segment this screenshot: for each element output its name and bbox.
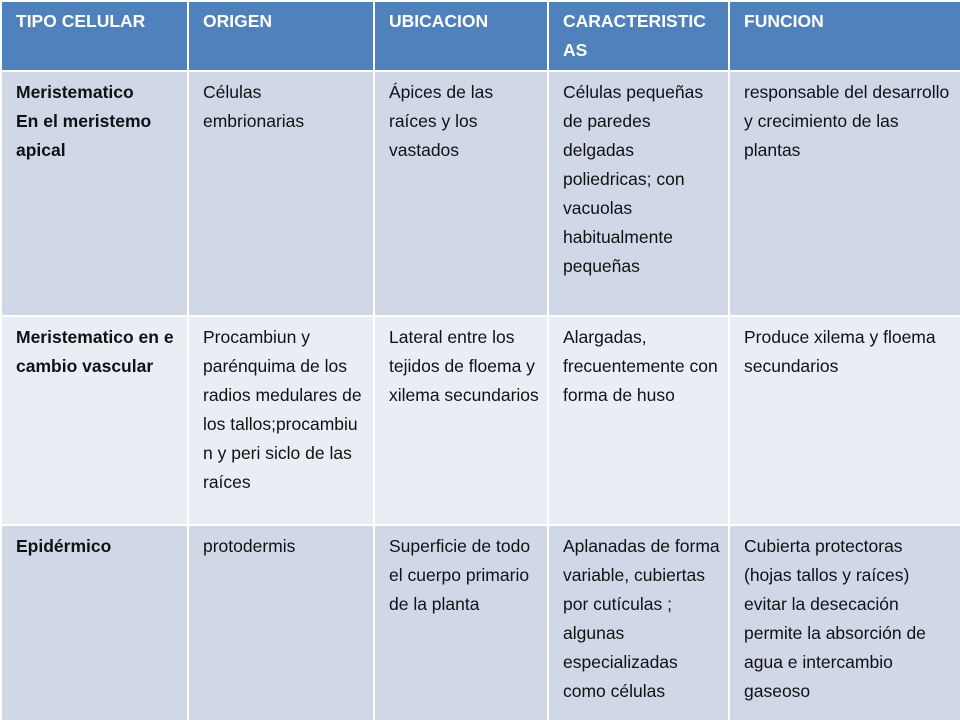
- cell-origen-text: Procambiun y parénquima de los radios medulares de los tallos;procambiu n y peri siclo de las raíces: [203, 327, 362, 492]
- cell-tipo: [1, 71, 188, 316]
- header-origen: ORIGEN: [188, 1, 374, 71]
- cell-origen: [188, 316, 374, 525]
- cell-caracteristicas-text: Aplanadas de forma variable, cubiertas por cutículas ; algunas especializadas como células: [563, 536, 720, 701]
- cell-tipo: [1, 525, 188, 720]
- cell-origen: [188, 71, 374, 316]
- table-row: [1, 71, 960, 316]
- cell-ubicacion: [374, 525, 548, 720]
- cell-caracteristicas-text: Alargadas, frecuentemente con forma de huso: [563, 327, 718, 405]
- cell-origen-text: protodermis: [203, 536, 296, 556]
- header-funcion: FUNCION: [729, 1, 960, 71]
- cell-origen: [188, 525, 374, 720]
- cell-caracteristicas: [548, 71, 729, 316]
- header-caracteristicas: CARACTERISTIC AS: [548, 1, 729, 71]
- cell-funcion: [729, 316, 960, 525]
- cell-funcion: [729, 71, 960, 316]
- cell-funcion-text: responsable del desarrollo y crecimiento de las plantas: [744, 82, 950, 160]
- cell-ubicacion-text: Lateral entre los tejidos de floema y xilema secundarios: [389, 327, 539, 405]
- cell-origen-text: Células embrionarias: [203, 82, 305, 131]
- cell-ubicacion-text: Superficie de todo el cuerpo primario de la planta: [389, 536, 531, 614]
- cell-caracteristicas: [548, 316, 729, 525]
- table-row: [1, 525, 960, 720]
- header-ubicacion: UBICACION: [374, 1, 548, 71]
- cell-caracteristicas: [548, 525, 729, 720]
- cell-tipo-text: Epidérmico: [16, 536, 112, 556]
- cell-funcion-text: Cubierta protectoras (hojas tallos y raíces) evitar la desecación permite la absorción de agua e intercambio gaseoso: [744, 536, 926, 701]
- table-row: [1, 316, 960, 525]
- header-tipo-celular: TIPO CELULAR: [1, 1, 188, 71]
- cell-tipo-text: Meristematico En el meristemo apical: [16, 82, 152, 160]
- cell-ubicacion-text: Ápices de las raíces y los vastados: [389, 82, 494, 160]
- cell-tipo-text: Meristematico en e cambio vascular: [16, 327, 174, 376]
- cell-ubicacion: [374, 316, 548, 525]
- cell-funcion: [729, 525, 960, 720]
- cell-funcion-text: Produce xilema y floema secundarios: [744, 327, 936, 376]
- cell-tipo: [1, 316, 188, 525]
- cell-ubicacion: [374, 71, 548, 316]
- header-row: [1, 1, 960, 71]
- cell-caracteristicas-text: Células pequeñas de paredes delgadas poliedricas; con vacuolas habitualmente pequeñas: [563, 82, 704, 276]
